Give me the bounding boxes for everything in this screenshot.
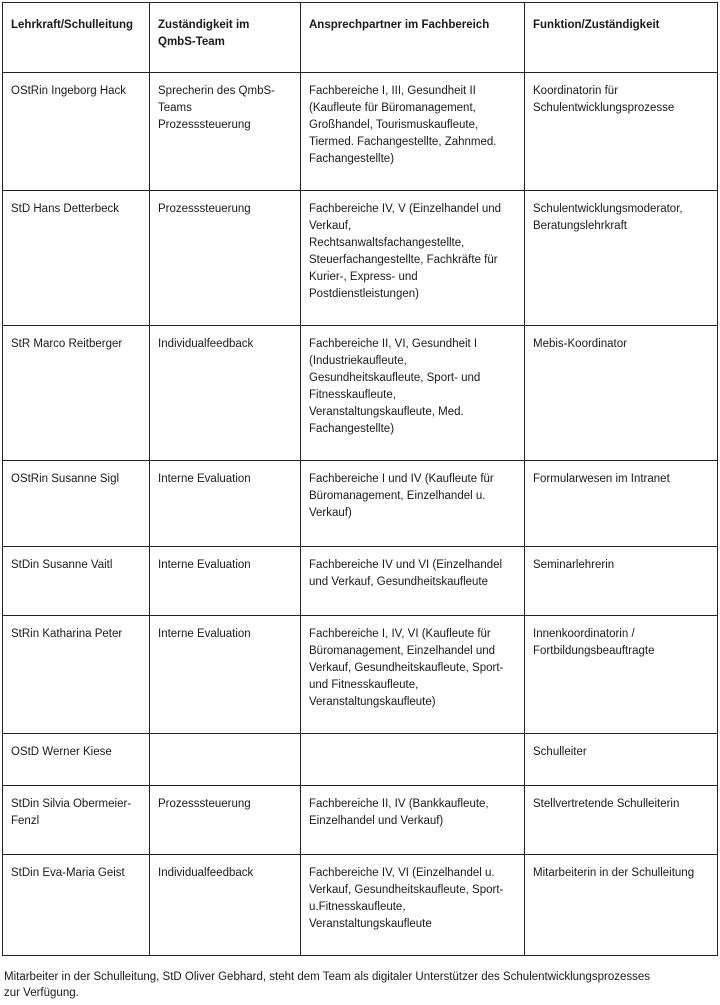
cell-qmbs: Sprecherin des QmbS- Teams Prozesssteuerung bbox=[150, 73, 301, 191]
cell-name: StDin Susanne Vaitl bbox=[3, 547, 150, 616]
cell-qmbs: Interne Evaluation bbox=[150, 547, 301, 616]
cell-funktion: Mebis-Koordinator bbox=[525, 326, 718, 461]
cell-name: StDin Silvia Obermeier- Fenzl bbox=[3, 786, 150, 855]
cell-fachbereich: Fachbereiche II, IV (Bankkaufleute, Einzelhandel und Verkauf) bbox=[301, 786, 525, 855]
cell-funktion: Innenkoordinatorin / Fortbildungsbeauftragte bbox=[525, 616, 718, 734]
staff-responsibility-table bbox=[2, 2, 718, 956]
cell-fachbereich: Fachbereiche IV, VI (Einzelhandel u. Verkauf, Gesundheitskaufleute, Sport- u.Fitnesskaufleute, Veranstaltungskaufleute bbox=[301, 855, 525, 956]
table-row bbox=[3, 616, 718, 734]
cell-fachbereich: Fachbereiche I und IV (Kaufleute für Büromanagement, Einzelhandel u. Verkauf) bbox=[301, 461, 525, 547]
table-row bbox=[3, 326, 718, 461]
cell-funktion: Formularwesen im Intranet bbox=[525, 461, 718, 547]
table-row bbox=[3, 191, 718, 326]
cell-fachbereich: Fachbereiche I, III, Gesundheit II (Kaufleute für Büromanagement, Großhandel, Tourismuskaufleute, Tiermed. Fachangestellte, Zahnmed. Fachangestellte) bbox=[301, 73, 525, 191]
table-row bbox=[3, 547, 718, 616]
cell-name: OStRin Ingeborg Hack bbox=[3, 73, 150, 191]
table-row bbox=[3, 73, 718, 191]
header-funktion: Funktion/Zuständigkeit bbox=[525, 3, 718, 73]
cell-funktion: Mitarbeiterin in der Schulleitung bbox=[525, 855, 718, 956]
header-ansprechpartner: Ansprechpartner im Fachbereich bbox=[301, 3, 525, 73]
header-zustaendigkeit-qmbs: Zuständigkeit im QmbS-Team bbox=[150, 3, 301, 73]
cell-fachbereich bbox=[301, 734, 525, 786]
cell-qmbs: Interne Evaluation bbox=[150, 616, 301, 734]
cell-qmbs bbox=[150, 734, 301, 786]
cell-funktion: Koordinatorin für Schulentwicklungsprozesse bbox=[525, 73, 718, 191]
cell-funktion: Schulleiter bbox=[525, 734, 718, 786]
header-lehrkraft: Lehrkraft/Schulleitung bbox=[3, 3, 150, 73]
cell-name: StDin Eva-Maria Geist bbox=[3, 855, 150, 956]
table-row bbox=[3, 855, 718, 956]
cell-name: OStD Werner Kiese bbox=[3, 734, 150, 786]
cell-name: StR Marco Reitberger bbox=[3, 326, 150, 461]
cell-fachbereich: Fachbereiche IV und VI (Einzelhandel und Verkauf, Gesundheitskaufleute bbox=[301, 547, 525, 616]
cell-fachbereich: Fachbereiche II, VI, Gesundheit I (Industriekaufleute, Gesundheitskaufleute, Sport- und Fitnesskaufleute, Veranstaltungskaufleute, Med. Fachangestellte) bbox=[301, 326, 525, 461]
cell-qmbs: Individualfeedback bbox=[150, 326, 301, 461]
cell-name: StRin Katharina Peter bbox=[3, 616, 150, 734]
table-row bbox=[3, 734, 718, 786]
footnote: Mitarbeiter in der Schulleitung, StD Oliver Gebhard, steht dem Team als digitaler Unterstützer des Schulentwicklungsprozesses zur Verfügung. bbox=[4, 971, 651, 999]
cell-funktion: Schulentwicklungsmoderator, Beratungslehrkraft bbox=[525, 191, 718, 326]
cell-funktion: Stellvertretende Schulleiterin bbox=[525, 786, 718, 855]
cell-fachbereich: Fachbereiche I, IV, VI (Kaufleute für Büromanagement, Einzelhandel und Verkauf, Gesundheitskaufleute, Sport- und Fitnesskaufleute, Veranstaltungskaufleute) bbox=[301, 616, 525, 734]
table-row bbox=[3, 461, 718, 547]
cell-name: StD Hans Detterbeck bbox=[3, 191, 150, 326]
cell-qmbs: Prozesssteuerung bbox=[150, 191, 301, 326]
cell-qmbs: Individualfeedback bbox=[150, 855, 301, 956]
cell-name: OStRin Susanne Sigl bbox=[3, 461, 150, 547]
table-row bbox=[3, 786, 718, 855]
cell-fachbereich: Fachbereiche IV, V (Einzelhandel und Verkauf, Rechtsanwaltsfachangestellte, Steuerfachangestellte, Fachkräfte für Kurier-, Express- und Postdienstleistungen) bbox=[301, 191, 525, 326]
cell-funktion: Seminarlehrerin bbox=[525, 547, 718, 616]
cell-qmbs: Interne Evaluation bbox=[150, 461, 301, 547]
table-header-row bbox=[3, 3, 718, 73]
cell-qmbs: Prozesssteuerung bbox=[150, 786, 301, 855]
